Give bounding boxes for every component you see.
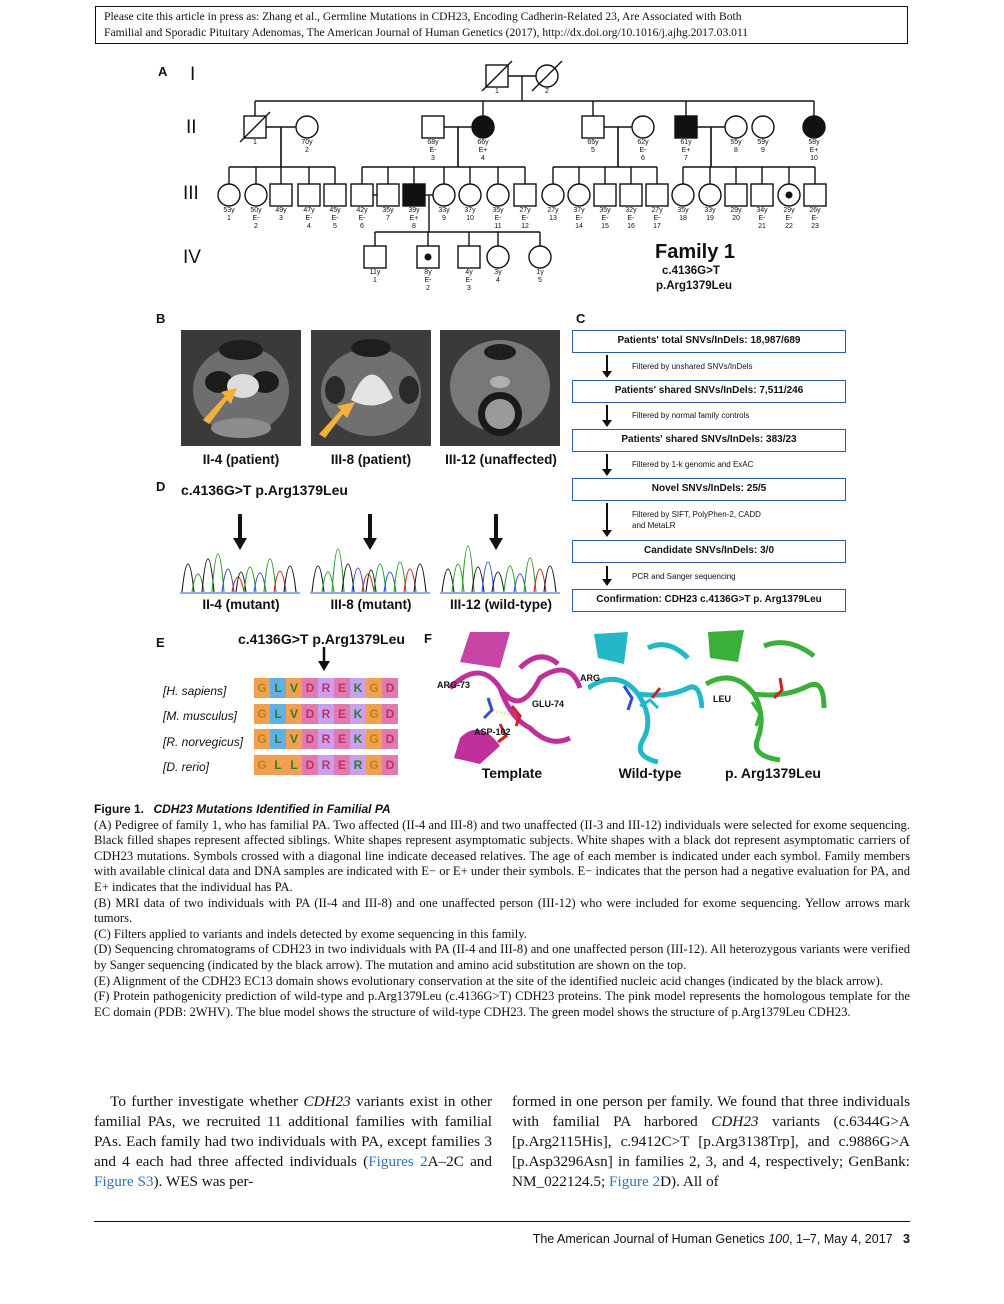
- male-symbol: [751, 184, 773, 206]
- pedigree-label: E-: [429, 147, 437, 154]
- female-symbol: [568, 184, 590, 206]
- pedigree-label: 20: [732, 215, 740, 222]
- male-symbol: [620, 184, 642, 206]
- pedigree-label: 26y: [809, 207, 821, 214]
- male-symbol: [377, 184, 399, 206]
- family-mutation-cdna: c.4136G>T: [662, 265, 720, 277]
- alignment-residue: D: [382, 755, 398, 775]
- male-symbol: [270, 184, 292, 206]
- alignment-residue: L: [270, 755, 286, 775]
- female-symbol: [699, 184, 721, 206]
- pedigree-label: 6: [360, 223, 364, 230]
- residue-label-leu: LEU: [713, 694, 731, 704]
- species-label-1: [H. sapiens]: [163, 684, 227, 698]
- alignment-title: c.4136G>T p.Arg1379Leu: [238, 631, 405, 647]
- pedigree-label: E-: [758, 215, 766, 222]
- male-symbol: [725, 184, 747, 206]
- pedigree-label: 9: [442, 215, 446, 222]
- alignment-residue: G: [366, 678, 382, 698]
- male-symbol: [582, 116, 604, 138]
- flow-box-1: Patients' total SNVs/InDels: 18,987/689: [572, 330, 846, 353]
- pedigree-label: 2: [426, 285, 430, 292]
- pedigree-label: 12: [521, 223, 529, 230]
- caption-part-c: (C) Filters applied to variants and indels detected by exome sequencing in this family.: [94, 926, 527, 941]
- alignment-residue: E: [334, 755, 350, 775]
- pedigree-label: 23: [811, 223, 819, 230]
- alignment-residue: R: [318, 755, 334, 775]
- pedigree-label: E-: [521, 215, 529, 222]
- alignment-residue: E: [334, 704, 350, 724]
- pedigree-label: 22: [785, 223, 793, 230]
- body-right-gene: CDH23: [711, 1113, 759, 1130]
- panel-letter-b: B: [156, 311, 166, 326]
- alignment-residue: K: [350, 678, 366, 698]
- pedigree-label: 35y: [492, 207, 504, 214]
- pedigree-label: E-: [358, 215, 366, 222]
- pedigree-label: 8: [412, 223, 416, 230]
- pedigree-label: 35y: [677, 207, 689, 214]
- mri-caption-1: II-4 (patient): [202, 452, 280, 467]
- pedigree-label: 15: [601, 223, 609, 230]
- pedigree-label: 27y: [519, 207, 531, 214]
- pedigree-label: 29y: [783, 207, 795, 214]
- pedigree-label: E-: [494, 215, 502, 222]
- pedigree-label: 68y: [427, 139, 439, 146]
- pedigree-label: E-: [627, 215, 635, 222]
- flow-box-6: Confirmation: CDH23 c.4136G>T p. Arg1379Leu: [572, 589, 846, 612]
- female-symbol: [672, 184, 694, 206]
- body-column-right: [512, 1092, 910, 1192]
- pedigree-label: E-: [653, 215, 661, 222]
- female-symbol: [529, 246, 551, 268]
- flow-box-3: Patients' shared SNVs/InDels: 383/23: [572, 429, 846, 452]
- male-symbol: [804, 184, 826, 206]
- pedigree-label: 27y: [547, 207, 559, 214]
- pedigree-label: 1y: [536, 269, 544, 276]
- species-label-2: [M. musculus]: [163, 709, 238, 723]
- pedigree-label: 1: [227, 215, 231, 222]
- pedigree-label: E-: [331, 215, 339, 222]
- species-label-3: [R. norvegicus]: [163, 735, 244, 749]
- alignment-residue: G: [366, 729, 382, 749]
- figure-label: Figure 1.: [94, 802, 145, 816]
- pedigree-label: 3: [431, 155, 435, 162]
- female-symbol: [803, 116, 825, 138]
- pedigree-label: 35y: [382, 207, 394, 214]
- pedigree-label: 13: [549, 215, 557, 222]
- footer-volume: 100: [768, 1232, 790, 1246]
- pedigree-label: 5: [333, 223, 337, 230]
- alignment-row: [254, 729, 398, 749]
- figure-2-link[interactable]: Figures 2: [368, 1153, 428, 1170]
- male-symbol: [324, 184, 346, 206]
- flow-note-3: Filtered by 1-k genomic and ExAC: [632, 460, 754, 469]
- family-title: Family 1: [655, 241, 736, 263]
- body-left-text-a: To further investigate whether: [110, 1093, 304, 1110]
- caption-part-d: (D) Sequencing chromatograms of CDH23 in two individuals with PA (II-4 and III-8) and one unaffected person (III-12). All heterozygous variants were verified by Sanger sequencing (indicated by the black arrow). The mutation and amino acid substitution are shown on the top.: [94, 942, 910, 972]
- pedigree-label: E-: [575, 215, 583, 222]
- flow-note-1: Filtered by unshared SNVs/InDels: [632, 362, 753, 371]
- pedigree-label: 5: [538, 277, 542, 284]
- pedigree-label: 17: [653, 223, 661, 230]
- pedigree-label: E-: [785, 215, 793, 222]
- figure-title: CDH23 Mutations Identified in Familial PA: [153, 802, 391, 816]
- male-symbol: [403, 184, 425, 206]
- alignment-residue: V: [286, 704, 302, 724]
- caption-part-b: (B) MRI data of two individuals with PA (II-4 and III-8) and one unaffected person (III-12) who were included for exome sequencing. Yellow arrows mark tumors.: [94, 895, 910, 926]
- species-label-4: [D. rerio]: [163, 760, 210, 774]
- pedigree-label: 65y: [587, 139, 599, 146]
- pedigree-label: 8: [734, 147, 738, 154]
- alignment-residue: R: [350, 755, 366, 775]
- mutation-arrow-icon: [233, 538, 247, 550]
- alignment-residue: K: [350, 704, 366, 724]
- body-column-left: [94, 1092, 492, 1192]
- male-symbol: [458, 246, 480, 268]
- pedigree-label: E-: [252, 215, 260, 222]
- female-symbol: [245, 184, 267, 206]
- pedigree-label: 3: [467, 285, 471, 292]
- pedigree-label: 2: [545, 88, 549, 95]
- body-left-text-b: variants exist in other familial PAs, we recruited 11 additional families with familial PAs. Each family had two individuals with PA, except families 3 and 4 each had three affected individuals (: [94, 1093, 493, 1170]
- pedigree-label: 4y: [465, 269, 473, 276]
- female-symbol: [542, 184, 564, 206]
- structure-wild-type: [588, 628, 704, 766]
- page-footer: [533, 1232, 910, 1246]
- female-symbol: [487, 246, 509, 268]
- alignment-residue: R: [318, 729, 334, 749]
- structure-caption-mutant: p. Arg1379Leu: [725, 765, 821, 781]
- alignment-residue: D: [302, 755, 318, 775]
- flow-arrow-1: [606, 355, 608, 372]
- alignment-row: [254, 678, 398, 698]
- carrier-dot: [425, 254, 432, 261]
- pedigree-label: 11y: [369, 269, 381, 276]
- panel-letter-a: A: [158, 64, 168, 79]
- body-left-text-c: A–2C and: [427, 1153, 492, 1170]
- mri-image-ii-4: [181, 330, 301, 446]
- male-symbol: [514, 184, 536, 206]
- female-symbol: [296, 116, 318, 138]
- female-symbol: [433, 184, 455, 206]
- pedigree-label: 10: [810, 155, 818, 162]
- pedigree-label: 1: [253, 139, 257, 146]
- pedigree-label: 3: [279, 215, 283, 222]
- pedigree-label: 35y: [599, 207, 611, 214]
- family-mutation-protein: p.Arg1379Leu: [656, 280, 733, 292]
- pedigree-label: E-: [601, 215, 609, 222]
- alignment-arrow-icon: [318, 647, 330, 673]
- chromatogram-caption-1: II-4 (mutant): [202, 597, 280, 612]
- pedigree-chart: [0, 0, 1004, 300]
- citation-line-1: Please cite this article in press as: Zhang et al., Germline Mutations in CDH23, Encoding Cadherin-Related 23, Are Associated with Both: [104, 10, 742, 23]
- pedigree-label: 61y: [680, 139, 692, 146]
- alignment-residue: D: [382, 678, 398, 698]
- male-symbol: [364, 246, 386, 268]
- footer-journal: The American Journal of Human Genetics: [532, 1232, 769, 1246]
- chromatogram-ii-4: [180, 496, 300, 596]
- female-symbol: [632, 116, 654, 138]
- female-symbol: [472, 116, 494, 138]
- pedigree-label: E-: [424, 277, 432, 284]
- pedigree-label: 18: [679, 215, 687, 222]
- mri-image-iii-12: [440, 330, 560, 446]
- alignment-residue: D: [302, 729, 318, 749]
- flow-note-6: PCR and Sanger sequencing: [632, 572, 736, 581]
- alignment-residue: L: [286, 755, 302, 775]
- pedigree-label: 58y: [808, 139, 820, 146]
- alignment-residue: G: [254, 729, 270, 749]
- pedigree-label: 8y: [424, 269, 432, 276]
- pedigree-label: 21: [758, 223, 766, 230]
- pedigree-label: 66y: [477, 139, 489, 146]
- pedigree-label: 1: [373, 277, 377, 284]
- residue-label-arg: ARG: [580, 673, 600, 683]
- alignment-residue: L: [270, 678, 286, 698]
- chromatogram-caption-3: III-12 (wild-type): [449, 597, 552, 612]
- generation-label-1: I: [190, 64, 196, 85]
- male-symbol: [594, 184, 616, 206]
- pedigree-label: 9: [761, 147, 765, 154]
- pedigree-label: 55y: [730, 139, 742, 146]
- alignment-residue: G: [366, 704, 382, 724]
- flow-box-4: Novel SNVs/InDels: 25/5: [572, 478, 846, 501]
- male-symbol: [351, 184, 373, 206]
- structure-caption-template: Template: [481, 765, 543, 781]
- alignment-residue: L: [270, 729, 286, 749]
- male-symbol: [298, 184, 320, 206]
- generation-label-4: IV: [183, 247, 201, 268]
- chromatogram-caption-2: III-8 (mutant): [330, 597, 412, 612]
- generation-label-2: II: [186, 117, 197, 138]
- body-right-text-a: formed in one person per family. We found that three individuals with familial PA harbored: [512, 1093, 910, 1130]
- pedigree-label: E-: [811, 215, 819, 222]
- body-right-text-c: D). All of: [660, 1173, 719, 1190]
- pedigree-label: 5: [591, 147, 595, 154]
- pedigree-label: 4: [307, 223, 311, 230]
- carrier-dot: [786, 192, 793, 199]
- pedigree-label: 29y: [730, 207, 742, 214]
- pedigree-label: 7: [684, 155, 688, 162]
- alignment-residue: E: [334, 678, 350, 698]
- pedigree-label: 53y: [223, 207, 235, 214]
- body-left-gene: CDH23: [303, 1093, 351, 1110]
- pedigree-label: 50y: [250, 207, 262, 214]
- pedigree-label: 1: [495, 88, 499, 95]
- pedigree-label: 45y: [329, 207, 341, 214]
- panel-letter-c: C: [576, 311, 586, 326]
- pedigree-label: 2: [254, 223, 258, 230]
- pedigree-label: E+: [409, 215, 419, 222]
- female-symbol: [459, 184, 481, 206]
- residue-label-asp102: ASP-102: [474, 727, 511, 737]
- mri-image-iii-8: [311, 330, 431, 446]
- pedigree-label: E+: [681, 147, 691, 154]
- pedigree-label: E-: [639, 147, 647, 154]
- pedigree-label: 34y: [756, 207, 768, 214]
- alignment-residue: R: [318, 678, 334, 698]
- figure-s3-link[interactable]: Figure S3: [94, 1173, 154, 1190]
- figure-2d-link[interactable]: Figure 2: [609, 1173, 661, 1190]
- female-symbol: [487, 184, 509, 206]
- alignment-row: [254, 755, 398, 775]
- wildtype-arrow-icon: [489, 538, 503, 550]
- footer-pages: , 1–7, May 4, 2017: [789, 1232, 893, 1246]
- panel-letter-f: F: [424, 631, 432, 646]
- alignment-grid: [254, 678, 398, 780]
- mri-caption-3: III-12 (unaffected): [445, 452, 557, 467]
- pedigree-label: 59y: [757, 139, 769, 146]
- pedigree-label: 19: [706, 215, 714, 222]
- pedigree-label: E+: [478, 147, 488, 154]
- footer-page-number: 3: [903, 1232, 910, 1246]
- pedigree-label: 47y: [303, 207, 315, 214]
- caption-part-e: (E) Alignment of the CDH23 EC13 domain shows evolutionary conservation at the site of the identified nucleic acid changes (indicated by the black arrow).: [94, 973, 883, 988]
- flow-arrow-2: [606, 405, 608, 421]
- flow-note-4: Filtered by SIFT, PolyPhen-2, CADD: [632, 510, 761, 519]
- pedigree-label: E+: [809, 147, 819, 154]
- mutation-arrow-icon: [363, 538, 377, 550]
- figure-caption: [94, 802, 910, 1020]
- flow-box-5: Candidate SNVs/InDels: 3/0: [572, 540, 846, 563]
- pedigree-label: E-: [305, 215, 313, 222]
- citation-line-2: Familial and Sporadic Pituitary Adenomas, The American Journal of Human Genetics (2017), http://dx.doi.org/10.1016/j.ajhg.2017.03.011: [104, 26, 749, 39]
- panel-letter-e: E: [156, 635, 165, 650]
- alignment-residue: D: [382, 704, 398, 724]
- pedigree-label: 70y: [301, 139, 313, 146]
- caption-part-a: (A) Pedigree of family 1, who has familial PA. Two affected (II-4 and III-8) and two unaffected (II-3 and III-12) individuals were selected for exome sequencing. Black filled shapes represent affected siblings. White shapes represent asymptomatic subjects. White shapes with a black dot represent asymptomatic carriers of CDH23 mutations. Symbols crossed with a diagonal line indicate deceased relatives. The age of each member is indicated under each symbol. Family members with available clinical data and DNA samples are indicated with E− or E+ under their symbols. E− indicates that the person had a negative evaluation for PA, and E+ indicates that the individual has PA.: [94, 817, 910, 894]
- caption-part-f: (F) Protein pathogenicity prediction of wild-type and p.Arg1379Leu (c.4136G>T) CDH23 proteins. The pink model represents the homologous template for the EC domain (PDB: 2WHV). The blue model shows the structure of wild-type CDH23. The green model shows the structure of p.Arg1379Leu CDH23.: [94, 989, 910, 1019]
- structure-template: [440, 628, 590, 766]
- pedigree-label: 37y: [573, 207, 585, 214]
- pedigree-label: 37y: [464, 207, 476, 214]
- female-symbol: [725, 116, 747, 138]
- pedigree-label: 33y: [438, 207, 450, 214]
- alignment-residue: V: [286, 678, 302, 698]
- male-symbol: [675, 116, 697, 138]
- generation-label-3: III: [183, 183, 199, 204]
- body-left-text-d: ). WES was per-: [153, 1173, 254, 1190]
- pedigree-label: E-: [465, 277, 473, 284]
- pedigree-label: 14: [575, 223, 583, 230]
- alignment-residue: G: [254, 704, 270, 724]
- pedigree-label: 39y: [408, 207, 420, 214]
- residue-label-glu74: GLU-74: [532, 699, 565, 709]
- alignment-residue: R: [318, 704, 334, 724]
- pedigree-label: 16: [627, 223, 635, 230]
- alignment-residue: K: [350, 729, 366, 749]
- pedigree-label: 33y: [704, 207, 716, 214]
- alignment-row: [254, 704, 398, 724]
- pedigree-label: 27y: [651, 207, 663, 214]
- alignment-residue: D: [302, 678, 318, 698]
- pedigree-label: 2: [305, 147, 309, 154]
- pedigree-label: 4: [496, 277, 500, 284]
- structure-caption-wild-type: Wild-type: [618, 765, 682, 781]
- pedigree-label: 11: [494, 223, 502, 230]
- flow-arrow-3: [606, 454, 608, 470]
- residue-label-arg73: ARG-73: [437, 680, 471, 690]
- alignment-residue: V: [286, 729, 302, 749]
- alignment-residue: E: [334, 729, 350, 749]
- chromatogram-title: c.4136G>T p.Arg1379Leu: [181, 482, 348, 498]
- alignment-residue: G: [254, 755, 270, 775]
- flow-box-2: Patients' shared SNVs/InDels: 7,511/246: [572, 380, 846, 403]
- flow-note-5: and MetaLR: [632, 521, 676, 530]
- pedigree-label: 4: [481, 155, 485, 162]
- pedigree-label: 62y: [637, 139, 649, 146]
- male-symbol: [422, 116, 444, 138]
- panel-letter-d: D: [156, 479, 166, 494]
- male-symbol: [646, 184, 668, 206]
- pedigree-label: 49y: [275, 207, 287, 214]
- female-symbol: [218, 184, 240, 206]
- chromatogram-iii-12: [440, 496, 560, 596]
- chromatogram-iii-8: [310, 496, 430, 596]
- mri-caption-2: III-8 (patient): [330, 452, 412, 467]
- pedigree-label: 10: [466, 215, 474, 222]
- flow-arrow-4: [606, 503, 608, 531]
- alignment-residue: D: [302, 704, 318, 724]
- alignment-residue: G: [254, 678, 270, 698]
- body-right-text-b: variants (c.6344G>A [p.Arg2115His], c.9412C>T [p.Arg3138Trp], and c.9886G>A [p.Asp3296Asn] in families 2, 3, and 4, respectively; GenBank: NM_022124.5;: [512, 1113, 910, 1190]
- pedigree-label: 6: [641, 155, 645, 162]
- pedigree-label: 3y: [494, 269, 502, 276]
- alignment-residue: L: [270, 704, 286, 724]
- footer-rule: [94, 1221, 910, 1222]
- alignment-residue: D: [382, 729, 398, 749]
- pedigree-label: 32y: [625, 207, 637, 214]
- pedigree-label: 42y: [356, 207, 368, 214]
- female-symbol: [752, 116, 774, 138]
- flow-arrow-5: [606, 566, 608, 580]
- flow-note-2: Filtered by normal family controls: [632, 411, 750, 420]
- alignment-residue: G: [366, 755, 382, 775]
- pedigree-label: 7: [386, 215, 390, 222]
